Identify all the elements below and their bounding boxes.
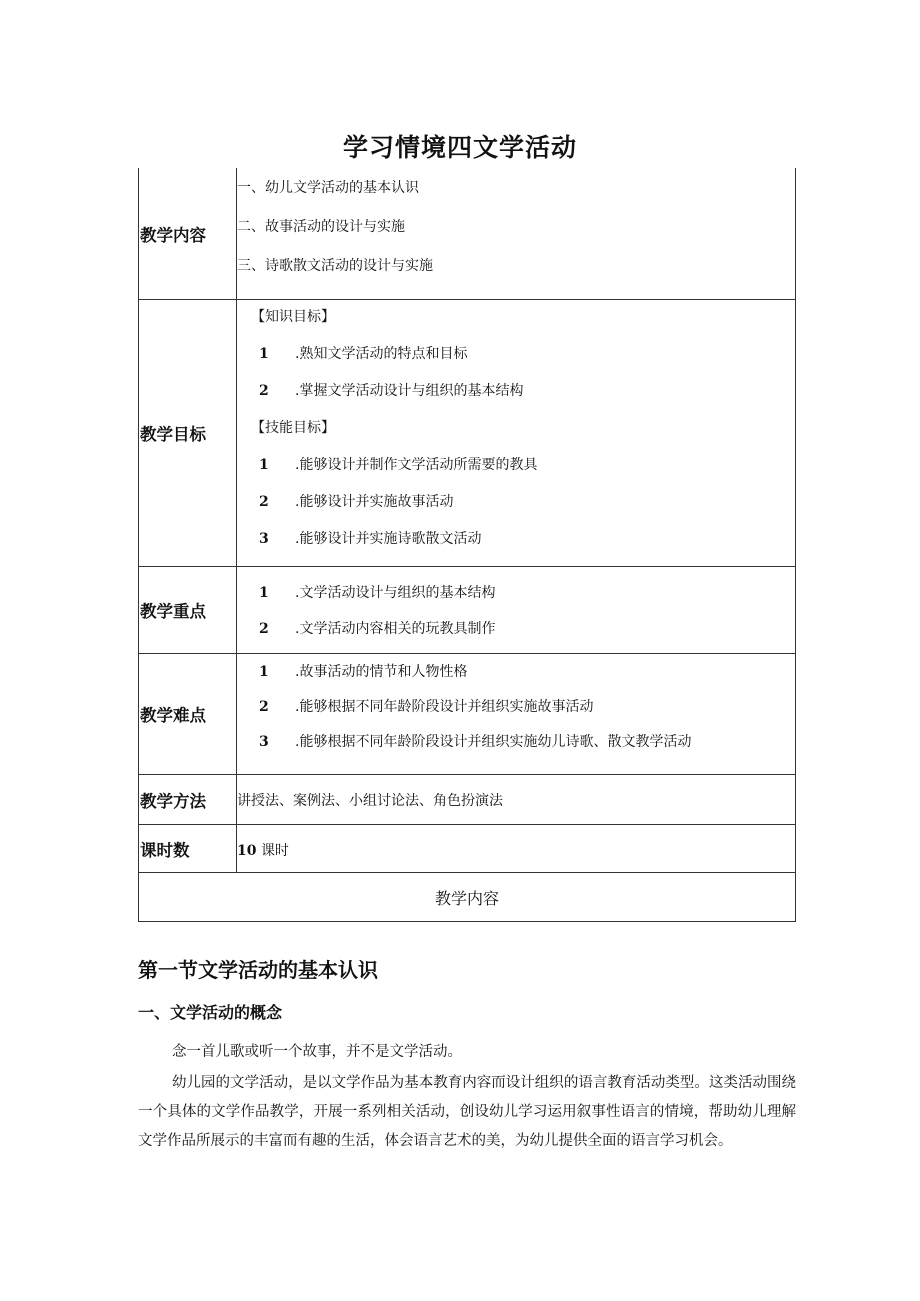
list-item: 二、故事活动的设计与实施 [237,219,405,235]
list-item [259,582,495,602]
section-heading: 第一节文学活动的基本认识 [138,958,378,982]
subsection-heading: 一、文学活动的概念 [138,1003,283,1022]
list-item [259,661,467,681]
content-list [237,168,795,299]
item-text: .故事活动的情节和人物性格 [295,664,468,680]
label-difficult-points: 教学难点 [139,654,237,774]
list-item: 一、幼儿文学活动的基本认识 [237,180,419,196]
hours-content [237,825,795,872]
paragraph: 幼儿园的文学活动，是以文学作品为基本教育内容而设计组织的语言教育活动类型。这类活动围绕一个具体的文学作品教学，开展一系列相关活动，创设幼儿学习运用叙事性语言的情境，帮助幼儿理解文学作品所展示的丰富而有趣的生活，体会语言艺术的美，为幼儿提供全面的语言学习机会。 [138,1075,796,1149]
paragraph: 念一首儿歌或听一个故事，并不是文学活动。 [172,1044,462,1060]
row-key-points [139,567,795,654]
list-item [259,528,481,548]
methods-text: 讲授法、案例法、小组讨论法、角色扮演法 [237,793,503,809]
item-number: 3 [259,531,269,547]
label-key-points: 教学重点 [139,567,237,653]
item-number: 2 [259,494,269,510]
item-number: 2 [259,621,269,637]
item-text: .文学活动设计与组织的基本结构 [295,585,496,601]
list-item [259,491,453,511]
goals-list [237,300,795,566]
list-item [259,618,495,638]
item-number: 2 [259,699,269,715]
skills-heading: 【技能目标】 [251,420,335,436]
row-footer [139,873,795,921]
page-title: 学习情境四文学活动 [342,133,577,162]
hours-number: 10 [237,843,257,859]
label-methods: 教学方法 [139,775,237,824]
methods-content [237,775,795,824]
item-number: 3 [259,734,269,750]
list-item: 三、诗歌散文活动的设计与实施 [237,258,433,274]
item-number: 1 [259,457,269,473]
item-text: .能够根据不同年龄阶段设计并组织实施幼儿诗歌、散文教学活动 [295,734,692,750]
hours-unit: 课时 [260,843,289,859]
row-content [139,168,795,300]
row-methods [139,775,795,825]
item-number: 1 [259,346,269,362]
item-text: .能够设计并制作文学活动所需要的教具 [295,457,538,473]
list-item [259,454,537,474]
label-goals: 教学目标 [139,300,237,566]
item-number: 1 [259,664,269,680]
list-item [259,696,593,716]
list-item [259,731,691,751]
item-text: .掌握文学活动设计与组织的基本结构 [295,383,524,399]
item-text: .能够设计并实施故事活动 [295,494,454,510]
row-hours [139,825,795,873]
knowledge-heading: 【知识目标】 [251,309,335,325]
key-points-list [237,567,795,653]
row-goals [139,300,795,567]
footer-label: 教学内容 [434,888,499,908]
item-number: 2 [259,383,269,399]
item-text: .能够设计并实施诗歌散文活动 [295,531,482,547]
list-item [259,380,523,400]
item-text: .能够根据不同年龄阶段设计并组织实施故事活动 [295,699,594,715]
label-content: 教学内容 [139,168,237,299]
item-number: 1 [259,585,269,601]
hours-text [237,840,289,860]
list-item [259,343,467,363]
row-difficult-points [139,654,795,775]
label-hours: 课时数 [139,825,237,872]
item-text: .文学活动内容相关的玩教具制作 [295,621,496,637]
difficult-points-list [237,654,795,774]
item-text: .熟知文学活动的特点和目标 [295,346,468,362]
lesson-plan-table [138,168,796,922]
